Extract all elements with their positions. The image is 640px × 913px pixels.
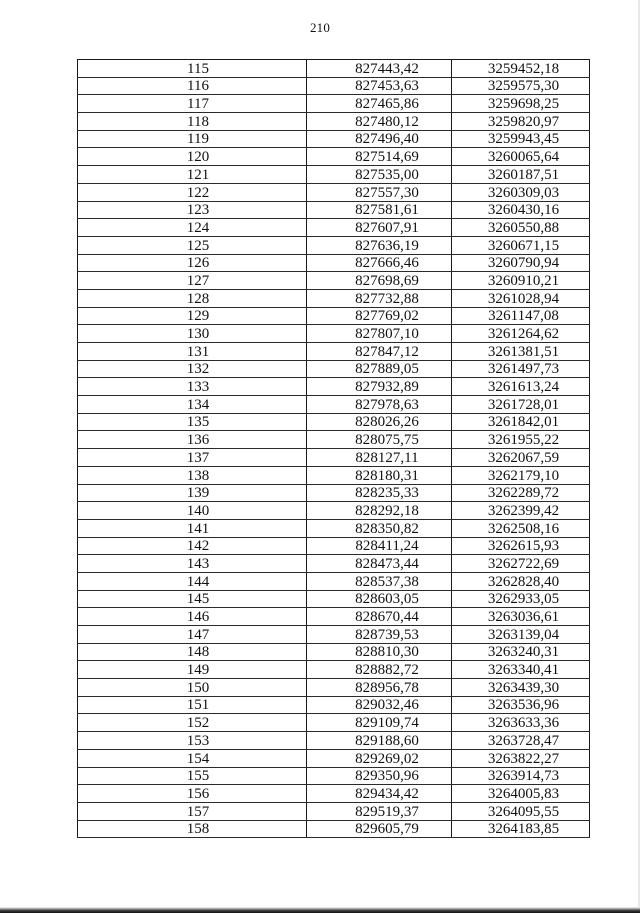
coordinate-y: 3262179,10 [452,466,590,484]
coordinate-x: 827480,12 [307,113,452,131]
point-number: 136 [78,431,307,449]
point-number: 129 [78,307,307,325]
coordinate-y: 3264183,85 [452,820,590,838]
point-number: 158 [78,820,307,838]
coordinate-y: 3262067,59 [452,449,590,467]
table-row [78,166,590,184]
point-number: 117 [78,95,307,113]
point-number: 147 [78,626,307,644]
coordinate-x: 827769,02 [307,307,452,325]
table-row [78,77,590,95]
point-number: 125 [78,236,307,254]
table-row [78,113,590,131]
coordinate-y: 3260910,21 [452,272,590,290]
coordinate-x: 827535,00 [307,166,452,184]
coordinate-y: 3259452,18 [452,60,590,78]
coordinate-x: 827847,12 [307,343,452,361]
coordinate-y: 3263728,47 [452,732,590,750]
coordinate-x: 829350,96 [307,767,452,785]
table-row [78,802,590,820]
coordinate-y: 3262933,05 [452,590,590,608]
coordinate-y: 3262828,40 [452,572,590,590]
coordinate-y: 3260790,94 [452,254,590,272]
table-row [78,378,590,396]
table-row [78,484,590,502]
coordinate-x: 829188,60 [307,732,452,750]
coordinate-x: 829269,02 [307,749,452,767]
coordinate-y: 3260550,88 [452,219,590,237]
point-number: 142 [78,537,307,555]
point-number: 153 [78,732,307,750]
coordinate-y: 3263139,04 [452,626,590,644]
coordinate-y: 3261147,08 [452,307,590,325]
point-number: 119 [78,130,307,148]
coordinate-x: 828810,30 [307,643,452,661]
table-row [78,413,590,431]
point-number: 138 [78,466,307,484]
coordinate-x: 827557,30 [307,183,452,201]
coordinate-y: 3263036,61 [452,608,590,626]
table-row [78,749,590,767]
coordinate-x: 828882,72 [307,661,452,679]
point-number: 115 [78,60,307,78]
coordinate-y: 3262508,16 [452,519,590,537]
coordinate-y: 3259820,97 [452,113,590,131]
table-row [78,714,590,732]
point-number: 145 [78,590,307,608]
point-number: 123 [78,201,307,219]
table-row [78,307,590,325]
point-number: 128 [78,289,307,307]
coordinate-y: 3261955,22 [452,431,590,449]
point-number: 148 [78,643,307,661]
point-number: 149 [78,661,307,679]
coordinate-x: 829032,46 [307,696,452,714]
coordinate-x: 827496,40 [307,130,452,148]
table-row [78,537,590,555]
coordinate-y: 3259943,45 [452,130,590,148]
coordinate-y: 3261613,24 [452,378,590,396]
coordinate-x: 828235,33 [307,484,452,502]
coordinate-y: 3263633,36 [452,714,590,732]
table-row [78,502,590,520]
table-row [78,431,590,449]
coordinate-y: 3260430,16 [452,201,590,219]
coordinate-y: 3263822,27 [452,749,590,767]
coordinate-x: 827465,86 [307,95,452,113]
scan-edge-bottom [0,907,640,913]
coordinate-x: 828537,38 [307,572,452,590]
table-row [78,360,590,378]
point-number: 157 [78,802,307,820]
point-number: 118 [78,113,307,131]
point-number: 134 [78,396,307,414]
coordinate-y: 3260671,15 [452,236,590,254]
table-row [78,183,590,201]
page-number: 210 [309,20,331,35]
table-row [78,201,590,219]
table-row [78,626,590,644]
table-row [78,608,590,626]
coordinate-y: 3262289,72 [452,484,590,502]
table-row [78,661,590,679]
coordinate-y: 3262722,69 [452,555,590,573]
coordinate-x: 827443,42 [307,60,452,78]
coordinate-x: 829519,37 [307,802,452,820]
coordinate-x: 829434,42 [307,785,452,803]
table-row [78,572,590,590]
coordinate-y: 3262399,42 [452,502,590,520]
point-number: 131 [78,343,307,361]
coordinate-y: 3264005,83 [452,785,590,803]
table-row [78,696,590,714]
point-number: 143 [78,555,307,573]
point-number: 151 [78,696,307,714]
coordinates-table [77,59,590,838]
coordinate-x: 827807,10 [307,325,452,343]
coordinate-x: 828292,18 [307,502,452,520]
coordinate-x: 828956,78 [307,679,452,697]
coordinate-x: 828411,24 [307,537,452,555]
point-number: 146 [78,608,307,626]
coordinate-x: 827607,91 [307,219,452,237]
table-row [78,272,590,290]
table-row [78,396,590,414]
coordinate-y: 3263914,73 [452,767,590,785]
coordinate-x: 829605,79 [307,820,452,838]
point-number: 122 [78,183,307,201]
coordinate-x: 828350,82 [307,519,452,537]
table-row [78,289,590,307]
coordinate-x: 828603,05 [307,590,452,608]
coordinate-y: 3261728,01 [452,396,590,414]
coordinate-x: 827453,63 [307,77,452,95]
point-number: 156 [78,785,307,803]
table-row [78,343,590,361]
point-number: 116 [78,77,307,95]
table-row [78,236,590,254]
coordinate-x: 827666,46 [307,254,452,272]
coordinate-x: 827636,19 [307,236,452,254]
table-row [78,148,590,166]
coordinate-y: 3260187,51 [452,166,590,184]
table-row [78,449,590,467]
coordinate-y: 3259575,30 [452,77,590,95]
point-number: 137 [78,449,307,467]
point-number: 140 [78,502,307,520]
coordinate-x: 828180,31 [307,466,452,484]
table-row [78,519,590,537]
coordinate-x: 828473,44 [307,555,452,573]
point-number: 124 [78,219,307,237]
table-row [78,643,590,661]
coordinates-table-body [78,60,590,838]
coordinate-x: 827932,89 [307,378,452,396]
point-number: 130 [78,325,307,343]
coordinate-x: 829109,74 [307,714,452,732]
coordinate-y: 3261497,73 [452,360,590,378]
point-number: 155 [78,767,307,785]
coordinate-y: 3260309,03 [452,183,590,201]
coordinate-y: 3262615,93 [452,537,590,555]
coordinate-x: 828075,75 [307,431,452,449]
table-row [78,732,590,750]
table-row [78,254,590,272]
table-row [78,219,590,237]
coordinate-x: 827581,61 [307,201,452,219]
point-number: 126 [78,254,307,272]
coordinate-y: 3261842,01 [452,413,590,431]
point-number: 120 [78,148,307,166]
point-number: 150 [78,679,307,697]
table-row [78,95,590,113]
coordinate-y: 3261028,94 [452,289,590,307]
coordinate-y: 3263439,30 [452,679,590,697]
point-number: 133 [78,378,307,396]
point-number: 135 [78,413,307,431]
coordinate-x: 827978,63 [307,396,452,414]
coordinate-y: 3263536,96 [452,696,590,714]
coordinate-y: 3259698,25 [452,95,590,113]
coordinate-y: 3263340,41 [452,661,590,679]
coordinate-x: 828026,26 [307,413,452,431]
table-row [78,820,590,838]
coordinate-y: 3261381,51 [452,343,590,361]
table-row [78,785,590,803]
coordinate-y: 3261264,62 [452,325,590,343]
table-row [78,555,590,573]
table-row [78,679,590,697]
coordinate-y: 3260065,64 [452,148,590,166]
point-number: 152 [78,714,307,732]
point-number: 154 [78,749,307,767]
point-number: 132 [78,360,307,378]
coordinate-y: 3264095,55 [452,802,590,820]
point-number: 127 [78,272,307,290]
table-row [78,130,590,148]
coordinate-x: 828670,44 [307,608,452,626]
coordinate-x: 827889,05 [307,360,452,378]
table-row [78,590,590,608]
table-row [78,466,590,484]
point-number: 144 [78,572,307,590]
coordinate-x: 827514,69 [307,148,452,166]
point-number: 121 [78,166,307,184]
table-row [78,767,590,785]
point-number: 141 [78,519,307,537]
table-row [78,325,590,343]
table-row [78,60,590,78]
coordinate-y: 3263240,31 [452,643,590,661]
point-number: 139 [78,484,307,502]
coordinate-x: 827732,88 [307,289,452,307]
coordinate-x: 827698,69 [307,272,452,290]
coordinate-x: 828127,11 [307,449,452,467]
coordinate-x: 828739,53 [307,626,452,644]
